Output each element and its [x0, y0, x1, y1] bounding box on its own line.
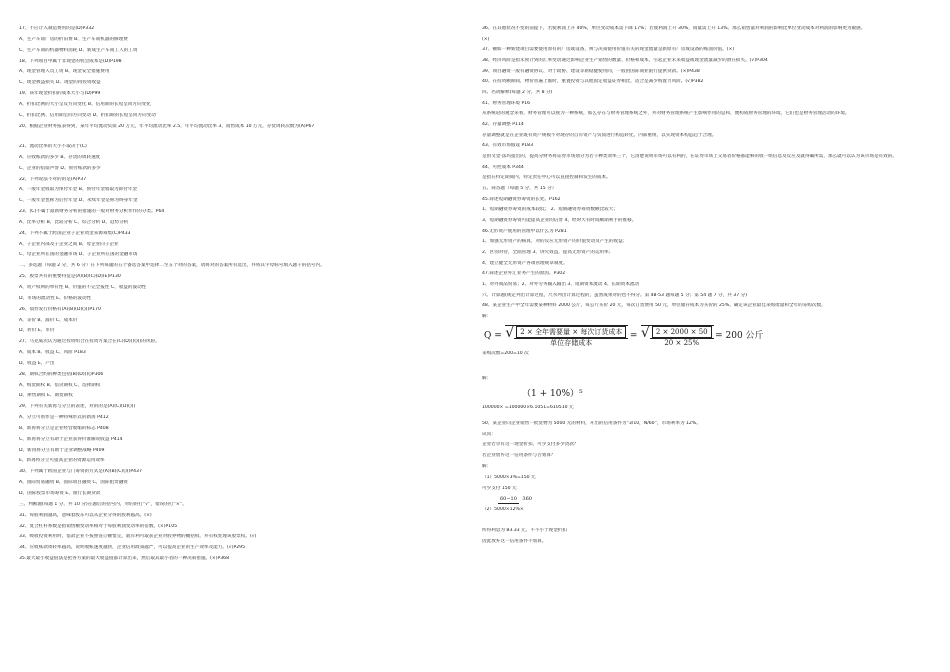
text-line: A、一般年金收取为预付年金 B、预付年金收取为即付年金 — [19, 187, 138, 193]
text-line: D、折价 E、市价 — [19, 328, 55, 334]
text-line: 三、判断题(每题 1 分，共 10 分)在题后的括号内，对的的打“√”，错误的打“×”。 — [19, 501, 187, 507]
text-line: 解： — [482, 464, 492, 470]
text-line: 24、下列不属于跨国企业子企业资金来源筹集(C)P433 — [19, 230, 131, 236]
eoq-sqrt-2 — [641, 325, 714, 347]
text-line: A、等价 B、溢价 C、成本价 — [19, 317, 78, 323]
text-line: A、生产车间厂房的折旧费 B、生产车间机器的修理费 — [19, 36, 128, 42]
text-line: C、企业的借债声誉 D、预付账款的多少 — [19, 165, 101, 171]
text-line: 27、马克威茨认为通过投资组合在投资方案合在(C)(D)()()()的风险。 — [19, 339, 160, 345]
text-line: 45.简述短期融资券筹资的长处。P162 — [482, 196, 561, 202]
eoq-numerator-1: 2 × 全年需要量 × 每次订货成本 — [516, 326, 626, 338]
text-line: 33、吸收投资利用时，借款企业不按照签订额惜完，就有利可取获企业对股界物的概括权，并有权处理该股票权。(√) — [19, 534, 257, 540]
fv-growth-factor: （1 + 10%）⁵ — [522, 389, 583, 400]
discount-fraction — [498, 497, 940, 504]
discount-denominator: 360 — [522, 496, 532, 503]
text-line: 23、(C)不属于最新财务分析的措施的一般对财务分析作作的分类。P64 — [19, 209, 165, 215]
text-line: 所得利息为 83.33 元，不不小于现金折扣 — [482, 527, 567, 533]
text-line: D、律售期权 E、期货期权 — [19, 393, 73, 399]
text-line: 试问： — [482, 431, 496, 437]
text-line: 50、某企业向企业销售一批货物为 5000 元的材料，开出的信用条件为“3/10，N/60”，市场利率为 12%。 — [482, 420, 701, 426]
text-line: D、国际股票市场筹资 E、银行长期贷款 — [19, 491, 101, 496]
text-line: 39、项目融资一般有融资协议、对于政协、建设等新稳健使用同，一般由国际商业银行提供贷款。(×)P438 — [482, 68, 700, 74]
text-line: 21、流动比率的大小不取决于(C) — [19, 144, 87, 149]
right-top-text — [482, 26, 940, 319]
text-line: 40、在投资额期间，物价普遍上涨时，重置投资与其他固定收益证券相比，适合是减少购置力风险。(√)P382 — [482, 79, 704, 85]
text-line: A、成本 B、收益 C、风险 P183 — [19, 350, 86, 356]
text-line: 32、复合杠杆系数是指销售额变动率相对于每股利润变动率的倍数。(×)P105 — [19, 523, 178, 529]
text-line — [482, 518, 940, 522]
text-line: 31、每股利润越高，意味着股东可以从企业分得的股利越高。(×) — [19, 512, 152, 518]
text-line: 1、对外商品贸易；2、对外劳务输入输出 3、短期资本流动 4、长期资本流动 — [482, 282, 640, 288]
text-line: C、生产车间的机器物料消耗 D、新成生产车间工人的工资 — [19, 47, 138, 53]
text-line: 4、建立健全无形资产各项管理规章制度。 — [482, 260, 568, 266]
text-line: 可少支付 150 元 — [482, 485, 517, 491]
text-line: A、比率分析 B、比较分析 C、综合分析 D、趋势分析 — [19, 219, 129, 225]
text-line: 解： — [482, 375, 492, 381]
eoq-result: = 200 公斤 — [715, 331, 764, 342]
text-line: A、应收账款的多少 B、存货的周转速度 — [19, 154, 101, 160]
text-line: A、子企业内部及子企业之间 B、母企业向子企业 — [19, 241, 119, 247]
text-line: 44、可控成本 P344 — [482, 164, 524, 170]
text-line — [19, 134, 466, 138]
text-line: 2、区别对待，全面管理 3、讲究效益，提高无形资产的运用率； — [482, 250, 614, 256]
text-line: 1、短期融资券筹资的成本较低； 2、短期融资券筹资数额比较大； — [482, 207, 618, 213]
text-line: 37、额如一种新建项目需要使用原有的厂房或设备，则与决策使用价值有关的现金流量是新原有厂房或设备的账面价值。(×) — [482, 47, 735, 53]
text-line: 3、短期融资券筹资可能提高企业的信誉 4、经时大有时间顺期利手的推移。 — [482, 218, 637, 224]
text-line: 34、应收账款周转率越高，说明收账速度越快，企业信用政策越严，可以提高企业的生产效率及能力。(√)P295 — [19, 545, 246, 551]
text-line: 企业若享有这一现金折扣，可少支付多少货款？ — [482, 442, 579, 448]
text-line: A、分立可看作是一种特殊形式的新再 P412 — [19, 415, 109, 421]
right-column — [476, 0, 950, 672]
text-line: 解： — [482, 314, 492, 320]
text-line: 28、期权合约的种类包括(B)(D)()()P306 — [19, 371, 104, 377]
text-line: 是由文金·法玛提出的，提高分财务将证券市场划分为若干种类效率三个，它清楚说明市场可以有利的，在证券市场上交易者价格都能够的收一组信息及反应及就得确所需，那么就可以认为该市场是有效的。 — [482, 154, 897, 160]
text-line: 30、下列属于跨国企业与门筹资的方式是(A)(B)(C)()()P437 — [19, 469, 142, 475]
eoq-formula: Q = √ $\frac{\text{2 × 全年需要量 × 每次订货成本}}{\text{单位存储成本}}$ = √ $\frac{2 \times 2000 \times 50}{20 \times 25\%} = 200$ 公斤 — [484, 325, 940, 347]
right-bottom-text — [482, 421, 940, 492]
eoq-sqrt-1 — [505, 325, 628, 347]
text-line: 35.最大最小收益值法是把各方案的最大收益值都计算出来，然后取其最小者的一种决策措施。(×)P368 — [19, 556, 230, 562]
text-line: A、现金管理人员工资 B、现金安全措施费用 — [19, 69, 110, 75]
text-line — [482, 364, 940, 368]
text-line: C、一般年金也称为后付年金 D、永续年金是称为终身年金 — [19, 198, 138, 204]
eoq-numerator-2: 2 × 2000 × 50 — [652, 326, 712, 338]
text-line: 20、根据企业财务报表得到，某年平均流动负债 20 万元，年平均流动比率 2.5，年平均流动比率 3，销售成本 10 万元，存货周转次数为(A)P67 — [19, 123, 315, 129]
text-line: C、母企业所在国的金融市场 D、子企业所在国的金融市场 — [19, 252, 138, 258]
text-line: 38、经济风险是指未预计到的汇率变动通过影响企业生产销售的数量、价格和成本，引起企业未来收益或现金流量减少的潜在损失。(√)P304 — [482, 58, 768, 64]
text-line: D、新再将分立有助于企业调整战略 P409 — [19, 447, 105, 453]
text-line: 17、不应计入制造费用的是(D)P332 — [19, 26, 95, 31]
text-line: 48、某企业生产中全年需要某种材料 2000 公斤，每公斤买价 20 元，每次订货费用 50 元，单位储存成本为买价的 25%。确定该企业最佳采购批量和全年的采购次数。 — [482, 303, 826, 309]
text-line: 因此放弃这一信用条件不划算。 — [482, 538, 547, 544]
text-line: C、折扣比例、信用期呈同方向变动 D、折扣期的长短呈同方向变动 — [19, 112, 156, 118]
text-line: 1、加强无形资产的核算，对的反应无形资产的价值变动及产生的收益； — [482, 239, 628, 245]
text-line: 22、下列说法不对的的是(A)P37 — [19, 176, 87, 182]
text-line: 存量调整就是在企业既有资产规模不对现存的自有资产与负债进行构造转化，内部重组，以实现资本构造趋于合理。 — [482, 132, 717, 138]
text-line: 四、名词解释(每题 2 分，共 8 分) — [482, 90, 553, 96]
right-mid-text — [482, 351, 940, 382]
fv-formula — [482, 389, 940, 411]
text-line: A、折扣比例的大小呈反方向变化 B、信用期的长短呈同方向变化 — [19, 101, 151, 107]
text-line: D、市场的流动性 E、价格的波动性 — [19, 295, 92, 301]
text-line: (×) — [482, 36, 490, 42]
text-line: 29、下列有关新再与分立的表述，对的的是(A)(C)(D)()() — [19, 404, 136, 410]
text-line: A、购货期权 B、借贷期权 C、选择期权 — [19, 382, 101, 388]
text-line: 26、债券发行价格有(A)(B)(D)()()P170 — [19, 306, 101, 312]
text-line: C、新再将分立有助于企业获得价准解说收益 P414 — [19, 436, 123, 442]
text-line: 19、该年现金折扣的成本大小与(D)P99 — [19, 91, 101, 97]
text-line: 41、财务管理环境 P16 — [482, 100, 531, 106]
text-line: 18、下列项目中属于非现金的机会成本是(D)P198 — [19, 58, 122, 64]
right-end-text — [482, 507, 940, 544]
discount-numerator: 60−10 — [500, 495, 517, 502]
text-line: 36、在其他状况不变的前提下，若使利润上升 40%，单位变动成本需下降 17%；若使利润上升 30%，销量需上升 13%。那么销售量对利润的影响比单位变动成本对利润的影响更为敏感。 — [482, 26, 866, 31]
text-line: 从系统论的观念来看，财务管理可以视为一种系统，那么存在与财务管理系统之外，并对财务管理系统产生影响作用的总和，便构成财务管理的环境，它们也是财务管理活动的环境。 — [482, 111, 850, 117]
eoq-denominator-1: 单位存储成本 — [550, 339, 593, 348]
text-line: E、新再将分立可提高企业的资源运用效率 — [19, 458, 105, 464]
text-line: 五、简答题（每题 5 分，共 15 分） — [482, 186, 557, 192]
text-line: 二、多选题（每题 2 分，共 6 分）在下列每题的五个备选答案中选择二至五个对的答案，请将对的答案所有选出，并将其字母标号填入题干的括号内。 — [19, 263, 325, 269]
text-line: 若企业放弃这一信用条件与否划算？ — [482, 453, 556, 459]
text-line: 是指在特定期间内，特定责任中心可以直接控制和发生的成本。 — [482, 175, 611, 181]
text-line: 42、存量调整 P114 — [482, 122, 524, 128]
text-line: A、国际贸易融资 B、国际项目融资 C、国际租赁融资 — [19, 480, 128, 486]
fv-calc-line: 100000× =100000×6.1051=610510 元 — [482, 405, 574, 411]
text-line: D、收益 E、产出 — [19, 360, 55, 366]
text-line: B、新再将分立是企业经营收缩的标志 P408 — [19, 425, 109, 431]
text-line: A、资产权利的单有性 B、价值的不完全报性 C、收益的波动性 — [19, 284, 147, 290]
text-line: C、现金被盗损失 D、现金的再投资收益 — [19, 80, 101, 86]
text-line: 47.简述企业外汇业务产生的原因。P302 — [482, 271, 566, 277]
eoq-denominator-2: 20 × 25% — [664, 339, 700, 348]
text-line: （1）5000×3%=150 元 — [482, 475, 536, 481]
text-line: 46.无形资产使用的管理中以什么为 P281 — [482, 228, 567, 234]
text-line: 六、计算题(规定列出计算过程，尺水列出计算过程的，虽然成果对的也不得分。第 48-53 题每题 5 分；第 54 题 7 分，共 37 分) — [482, 292, 747, 298]
text-line: 43、有效市场假设 P183 — [482, 143, 534, 149]
text-line: 25、股票共有的重要特征是(A)(B)(C)(D)(E)P130 — [19, 274, 121, 280]
text-line: 采购次数=200=10 次 — [482, 350, 529, 356]
eoq-lhs: Q = — [484, 331, 502, 342]
text-line: （2）5000×12%× — [482, 507, 524, 513]
